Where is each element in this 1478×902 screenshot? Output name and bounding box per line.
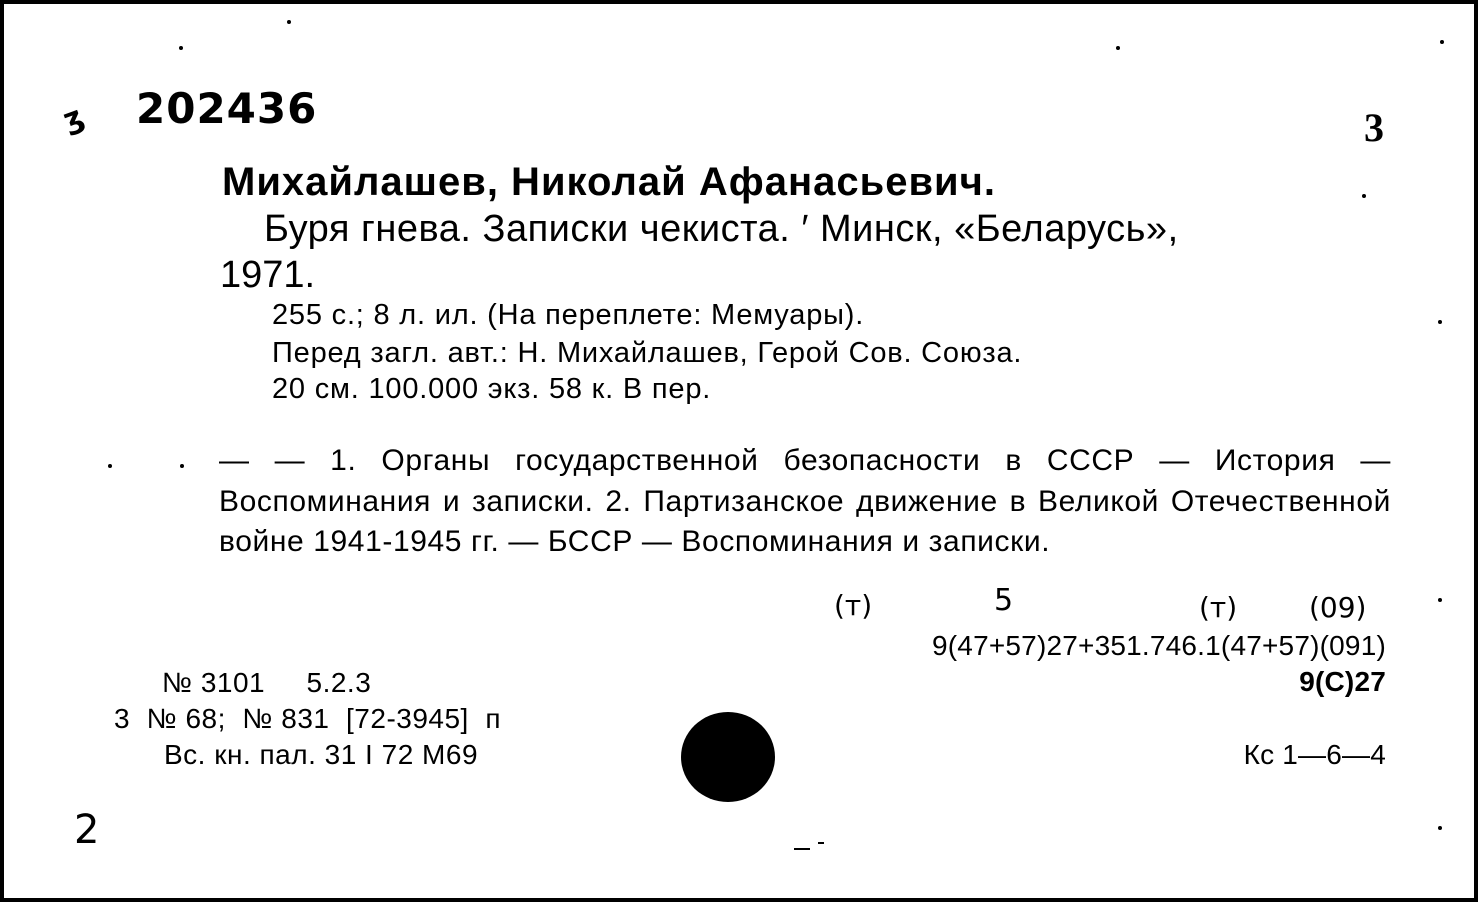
- registration-line-3: Вс. кн. пал. 31 I 72 М69: [164, 739, 479, 770]
- corner-digit: 3: [1364, 105, 1384, 150]
- speck: [1438, 598, 1442, 602]
- handwritten-mark-t2: (т): [1199, 591, 1238, 624]
- registration-line-2: 3 № 68; № 831 [72-3945] п: [114, 703, 502, 734]
- handwritten-flourish: ʒ: [58, 98, 89, 139]
- handwritten-mark-nine: (09): [1309, 591, 1367, 624]
- subject-headings: — — 1. Органы государственной безопасности в СССР — История — Воспоминания и записки. 2. Партизанское движение в Великой Отечественной войне 1941-1945 гг. — БССР — Воспоминания и записки.: [219, 444, 1391, 558]
- speck: [1438, 320, 1442, 324]
- handwritten-mark-five: 5: [994, 583, 1014, 618]
- size-price-line: 20 см. 100.000 экз. 58 к. В пер.: [272, 373, 712, 405]
- title-line: Буря гнева. Записки чекиста. ′ Минск, «Беларусь»,: [264, 208, 1179, 250]
- speck: [1362, 194, 1366, 198]
- author-note: Перед загл. авт.: Н. Михайлашев, Герой Сов. Союза.: [272, 337, 1023, 369]
- ink-dash: [794, 848, 810, 850]
- classification-index: 9(47+57)27+351.746.1(47+57)(091): [932, 630, 1386, 661]
- speck: [1440, 40, 1444, 44]
- speck: [287, 20, 291, 24]
- author-heading: Михайлашев, Николай Афанасьевич.: [222, 160, 996, 204]
- registration-line-1: № 3101 5.2.3: [162, 667, 372, 698]
- ink-dash: [818, 842, 824, 844]
- year-line: 1971.: [220, 254, 316, 296]
- physical-description: 255 с.; 8 л. ил. (На переплете: Мемуары).: [272, 299, 865, 331]
- speck: [180, 464, 184, 468]
- speck: [179, 46, 183, 50]
- classification-short: 9(С)27: [1299, 666, 1386, 697]
- speck: [108, 464, 112, 468]
- punched-hole: [681, 712, 775, 802]
- handwritten-mark-t1: (т): [834, 589, 873, 622]
- speck: [1438, 826, 1442, 830]
- shelf-code: Кс 1—6—4: [1243, 739, 1386, 770]
- accession-number: 202436: [136, 84, 318, 133]
- handwritten-digit: 2: [74, 807, 100, 853]
- speck: [1116, 46, 1120, 50]
